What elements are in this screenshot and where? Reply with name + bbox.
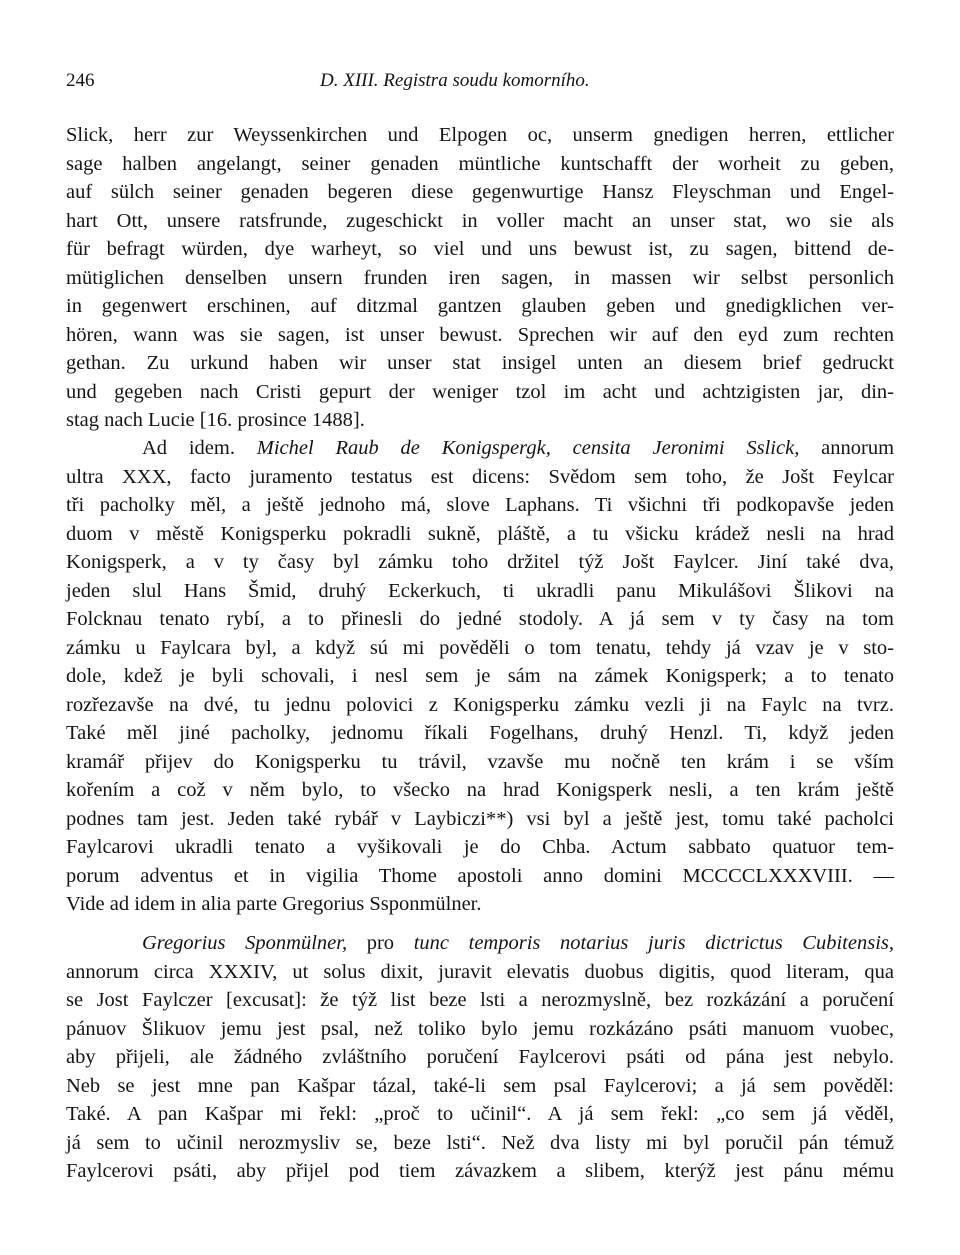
text-line: Slick, herr zur Weyssenkirchen und Elpogen oc, unserm gnedigen herren, ettlicher: [66, 124, 894, 146]
text-line: stag nach Lucie [16. prosince 1488].: [66, 409, 365, 431]
page-number: 246: [66, 70, 95, 91]
text-run: annorum: [799, 437, 895, 459]
text-line: se Jost Faylczer [excusat]: že týž list beze lsti a nerozmyslně, bez rozkázání a poručení: [66, 989, 894, 1011]
text-line: hören, wann was sie sagen, ist unser bewust. Sprechen wir auf den eyd zum rechten: [66, 323, 894, 346]
text-line: annorum circa XXXIV, ut solus dixit, juravit elevatis duobus digitis, quod literam, qua: [66, 960, 894, 983]
text-line: sage halben angelangt, seiner genaden müntliche kuntschafft der worheit zu geben,: [66, 152, 894, 175]
italic-title: tunc temporis notarius juris dictrictus Cubitensis,: [413, 932, 894, 954]
text-line: Také měl jiné pacholky, jednomu říkali Fogelhans, druhý Henzl. Ti, když jeden: [66, 722, 894, 744]
text-line: porum adventus et in vigilia Thome apostoli anno domini MCCCCLXXXVIII. —: [66, 864, 894, 887]
text-line: aby přijeli, ale žádného zvláštního poručení Faylcerovi psáti od pána jest nebylo.: [66, 1046, 894, 1068]
text-line: Neb se jest mne pan Kašpar tázal, také-li sem psal Faylcerovi; a já sem pověděl:: [66, 1074, 894, 1097]
paragraph-german-letter: [66, 121, 894, 435]
running-title: D. XIII. Registra soudu komorního.: [320, 70, 590, 91]
text-line: tři pacholky měl, a ještě jednoho má, slove Laphans. Ti všichni tři podkopavše jeden: [66, 494, 894, 516]
italic-name: Michel Raub de Konigspergk, censita Jeronimi Sslick,: [256, 437, 800, 459]
text-line: für befragt würden, dye warheyt, so viel und uns bewust ist, zu sagen, bittend de-: [66, 238, 894, 260]
text-line: Vide ad idem in alia parte Gregorius Ssponmülner.: [66, 893, 482, 915]
text-line: Faylcarovi ukradli tenato a vyšikovali je do Chba. Actum sabbato quatuor tem-: [66, 836, 894, 858]
text-line: rozřezavše na dvé, tu jednu polovici z Konigsperku zámku vezli ji na Faylc na tvrz.: [66, 693, 894, 716]
page-header: [66, 70, 894, 100]
text-line: mütiglichen denselben unsern frunden iren sagen, in massen wir selbst personlich: [66, 266, 894, 289]
text-line: podnes tam jest. Jeden také rybář v Laybiczi**) vsi byl a ještě jest, tomu také pacholci: [66, 807, 894, 830]
text-line: kořením a což v něm bylo, to všecko na hrad Konigsperk nesli, a ten krám ještě: [66, 779, 894, 801]
text-line: und gegeben nach Cristi gepurt der weniger tzol im acht und achtzigisten jar, din-: [66, 380, 894, 403]
text-run: pro: [347, 932, 414, 954]
text-line: in gegenwert erschinen, auf ditzmal gantzen glauben geben und gnedigklichen ver-: [66, 295, 894, 317]
text-run: Ad idem.: [142, 437, 257, 459]
text-line: Konigsperk, a v ty časy byl zámku toho držitel týž Jošt Faylcer. Jiní také dva,: [66, 551, 894, 573]
text-line: pánuov Šlikuov jemu jest psal, než toliko bylo jemu rozkázáno psáti manuom vuobec,: [66, 1017, 894, 1040]
text-line: Faylcerovi psáti, aby přijel pod tiem závazkem a slibem, kterýž jest pánu mému: [66, 1160, 894, 1182]
text-line: ultra XXX, facto juramento testatus est dicens: Svědom sem toho, že Jošt Feylcar: [66, 465, 894, 488]
paragraph-testimony-raub: [66, 434, 894, 919]
text-line: duom v městě Konigsperku pokradli sukně, pláště, a tu všicku krádež nesli na hrad: [66, 522, 894, 545]
text-line: kramář přijev do Konigsperku tu trávil, vzavše mu nočně ten krám i se vším: [66, 750, 894, 773]
text-line: gethan. Zu urkund haben wir unser stat insigel unten an diesem brief gedruckt: [66, 352, 894, 374]
text-line: Folcknau tenato rybí, a to přinesli do jedné stodoly. A já sem v ty časy na tom: [66, 608, 894, 630]
text-line: dole, kdež je byli schovali, i nesl sem je sám na zámek Konigsperk; a to tenato: [66, 665, 894, 687]
italic-name: Gregorius Sponmülner,: [142, 932, 348, 954]
text-line: zámku u Faylcara byl, a když sú mi pověděli o tom tenatu, tehdy já vzav je v sto-: [66, 636, 894, 659]
paragraph-testimony-sponmulner: [66, 929, 894, 1186]
text-line: jeden slul Hans Šmid, druhý Eckerkuch, ti ukradli panu Mikulášovi Šlikovi na: [66, 579, 894, 602]
text-line: auf sülch seiner genaden begeren diese gegenwurtige Hansz Fleyschman und Engel-: [66, 181, 894, 203]
text-line-first: [66, 929, 894, 958]
text-line-first: [66, 434, 894, 463]
text-line: já sem to učinil nerozmysliv se, beze lsti“. Než dva listy mi byl poručil pán témuž: [66, 1131, 894, 1154]
text-line: hart Ott, unsere ratsfrunde, zugeschickt in voller macht an unser stat, wo sie als: [66, 209, 894, 232]
text-line: Také. A pan Kašpar mi řekl: „proč to učinil“. A já sem řekl: „co sem já věděl,: [66, 1103, 894, 1125]
